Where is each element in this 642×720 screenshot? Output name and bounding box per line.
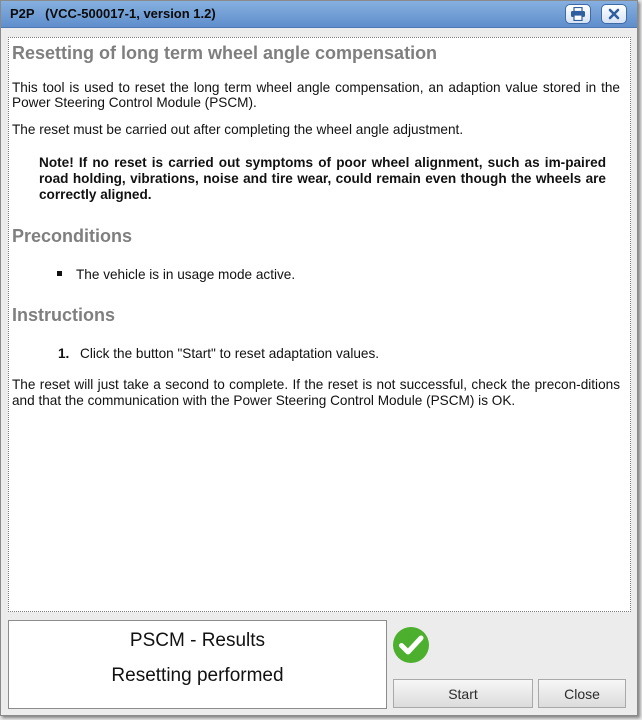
print-button[interactable] — [565, 4, 591, 24]
printer-icon — [570, 7, 586, 21]
list-item — [76, 267, 620, 282]
preconditions-heading: Preconditions — [12, 226, 133, 246]
instruction-panel[interactable] — [8, 37, 631, 612]
page-title: Resetting of long term wheel angle compensation — [12, 43, 438, 63]
step-number: 1. — [58, 346, 70, 361]
preconditions-list — [12, 267, 620, 282]
precondition-text: The vehicle is in usage mode active. — [76, 267, 296, 282]
bullet-icon — [57, 271, 62, 276]
final-text: The reset will just take a second to complete. If the reset is not successful, check the precon-ditions and that the communication with the Power Steering Control Module (PSCM) is OK. — [12, 377, 620, 408]
intro-text: This tool is used to reset the long term wheel angle compensation, an adaption value stored in the Power Steering Control Module (PSCM). — [12, 80, 620, 110]
reset-info-text: The reset must be carried out after completing the wheel angle adjustment. — [12, 122, 464, 137]
start-button[interactable]: Start — [393, 679, 533, 708]
window-title: P2P (VCC-500017-1, version 1.2) — [10, 6, 216, 21]
note-text: Note! If no reset is carried out symptoms of poor wheel alignment, such as im-paired road holding, vibrations, noise and tire wear, could remain even though the wheels are correctly aligned. — [39, 155, 606, 202]
instructions-heading: Instructions — [12, 305, 116, 325]
step-text: Click the button "Start" to reset adaptation values. — [80, 346, 380, 361]
list-item — [58, 346, 620, 361]
check-circle-icon — [391, 625, 431, 665]
close-window-button[interactable] — [601, 4, 627, 24]
results-title: PSCM - Results — [129, 630, 266, 651]
results-box — [8, 620, 387, 709]
close-icon — [608, 8, 620, 20]
close-button[interactable]: Close — [538, 679, 626, 708]
instructions-list — [12, 346, 620, 361]
title-bar[interactable] — [1, 1, 637, 28]
results-status: Resetting performed — [111, 665, 284, 686]
